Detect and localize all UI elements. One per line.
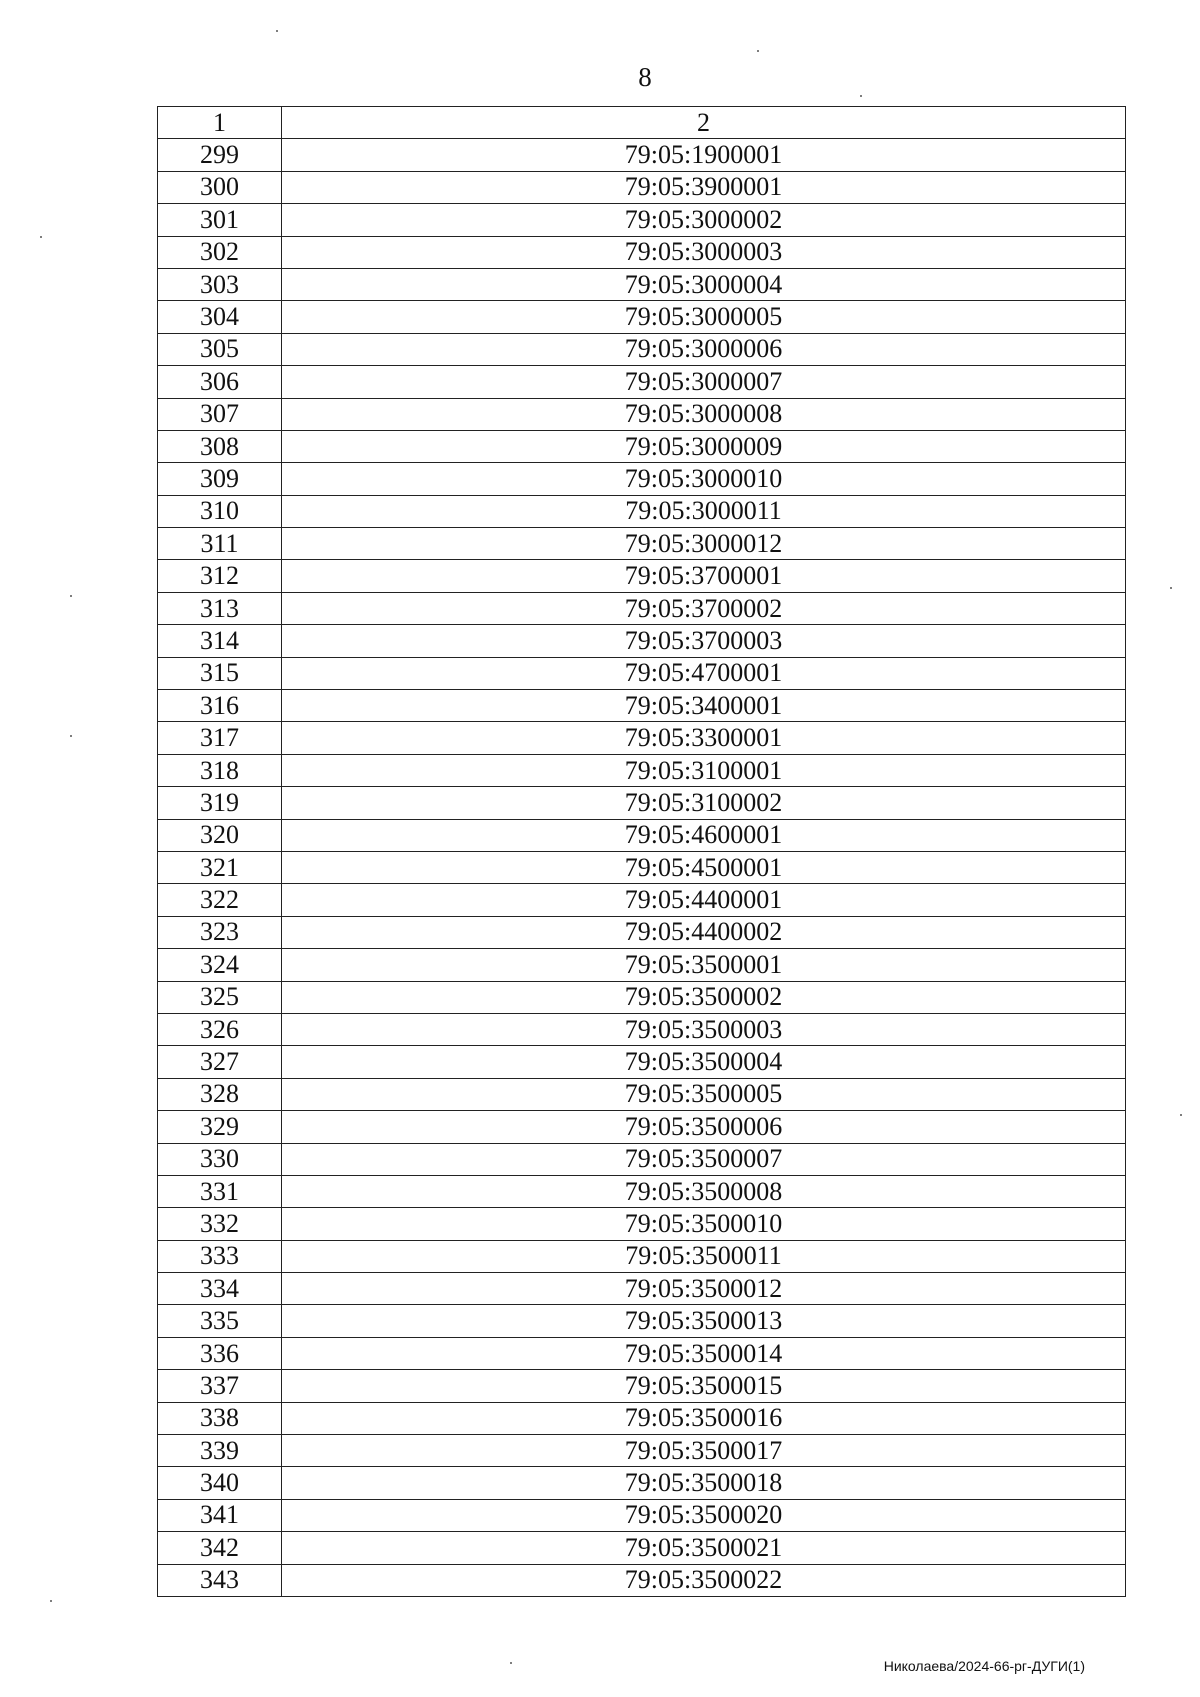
row-number-cell: 330 xyxy=(158,1143,282,1175)
row-number-cell: 318 xyxy=(158,754,282,786)
table-row xyxy=(158,1078,1126,1110)
cadastral-number-cell: 79:05:3500015 xyxy=(282,1370,1126,1402)
table-row xyxy=(158,819,1126,851)
row-number-cell: 329 xyxy=(158,1111,282,1143)
cadastral-number-cell: 79:05:3700001 xyxy=(282,560,1126,592)
table-row xyxy=(158,851,1126,883)
table-row xyxy=(158,1337,1126,1369)
table-row xyxy=(158,1499,1126,1531)
row-number-cell: 327 xyxy=(158,1046,282,1078)
table-row xyxy=(158,1175,1126,1207)
row-number-cell: 317 xyxy=(158,722,282,754)
scan-speck xyxy=(50,1600,52,1602)
row-number-cell: 300 xyxy=(158,171,282,203)
row-number-cell: 333 xyxy=(158,1240,282,1272)
cadastral-number-cell: 79:05:3400001 xyxy=(282,690,1126,722)
row-number-cell: 304 xyxy=(158,301,282,333)
cadastral-number-cell: 79:05:3500002 xyxy=(282,981,1126,1013)
table-row xyxy=(158,1143,1126,1175)
cadastral-number-cell: 79:05:4400002 xyxy=(282,916,1126,948)
cadastral-number-cell: 79:05:3500004 xyxy=(282,1046,1126,1078)
scan-speck xyxy=(40,236,42,238)
cadastral-number-cell: 79:05:3700003 xyxy=(282,625,1126,657)
cadastral-number-cell: 79:05:4400001 xyxy=(282,884,1126,916)
row-number-cell: 336 xyxy=(158,1337,282,1369)
table-row xyxy=(158,430,1126,462)
table-row xyxy=(158,884,1126,916)
row-number-cell: 320 xyxy=(158,819,282,851)
table-row xyxy=(158,981,1126,1013)
cadastral-number-cell: 79:05:3500022 xyxy=(282,1564,1126,1596)
row-number-cell: 328 xyxy=(158,1078,282,1110)
table-body xyxy=(158,139,1126,1597)
table-row xyxy=(158,690,1126,722)
registry-table xyxy=(157,106,1126,1597)
table-row xyxy=(158,1273,1126,1305)
table-row xyxy=(158,139,1126,171)
table-row xyxy=(158,1240,1126,1272)
table-row xyxy=(158,1208,1126,1240)
row-number-cell: 340 xyxy=(158,1467,282,1499)
cadastral-number-cell: 79:05:3500008 xyxy=(282,1175,1126,1207)
row-number-cell: 309 xyxy=(158,463,282,495)
cadastral-number-cell: 79:05:3100001 xyxy=(282,754,1126,786)
page-number: 8 xyxy=(638,62,652,92)
row-number-cell: 341 xyxy=(158,1499,282,1531)
scan-speck xyxy=(860,95,862,97)
row-number-cell: 335 xyxy=(158,1305,282,1337)
table-row xyxy=(158,495,1126,527)
cadastral-number-cell: 79:05:3000002 xyxy=(282,204,1126,236)
cadastral-number-cell: 79:05:3500014 xyxy=(282,1337,1126,1369)
cadastral-number-cell: 79:05:3500018 xyxy=(282,1467,1126,1499)
cadastral-number-cell: 79:05:3000006 xyxy=(282,333,1126,365)
scan-speck xyxy=(70,735,72,737)
scan-speck xyxy=(510,1662,512,1664)
cadastral-number-cell: 79:05:4500001 xyxy=(282,851,1126,883)
cadastral-number-cell: 79:05:3300001 xyxy=(282,722,1126,754)
cadastral-number-cell: 79:05:3000008 xyxy=(282,398,1126,430)
row-number-cell: 310 xyxy=(158,495,282,527)
row-number-cell: 338 xyxy=(158,1402,282,1434)
row-number-cell: 305 xyxy=(158,333,282,365)
cadastral-number-cell: 79:05:3000007 xyxy=(282,366,1126,398)
table-row xyxy=(158,592,1126,624)
table-row xyxy=(158,560,1126,592)
cadastral-number-cell: 79:05:4600001 xyxy=(282,819,1126,851)
cadastral-number-cell: 79:05:3500010 xyxy=(282,1208,1126,1240)
table-row xyxy=(158,1564,1126,1596)
table-row xyxy=(158,1370,1126,1402)
row-number-cell: 299 xyxy=(158,139,282,171)
table-row xyxy=(158,1532,1126,1564)
table-row xyxy=(158,1305,1126,1337)
table-row xyxy=(158,949,1126,981)
table-row xyxy=(158,528,1126,560)
cadastral-number-cell: 79:05:3000004 xyxy=(282,268,1126,300)
header-row xyxy=(158,107,1126,139)
row-number-cell: 332 xyxy=(158,1208,282,1240)
row-number-cell: 326 xyxy=(158,1013,282,1045)
table-row xyxy=(158,333,1126,365)
table-row xyxy=(158,171,1126,203)
cadastral-number-cell: 79:05:3500020 xyxy=(282,1499,1126,1531)
row-number-cell: 342 xyxy=(158,1532,282,1564)
cadastral-number-cell: 79:05:3500016 xyxy=(282,1402,1126,1434)
document-footer: Николаева/2024-66-рг-ДУГИ(1) xyxy=(883,1658,1085,1674)
cadastral-number-cell: 79:05:3500012 xyxy=(282,1273,1126,1305)
cadastral-number-cell: 79:05:3000009 xyxy=(282,430,1126,462)
cadastral-number-cell: 79:05:3000003 xyxy=(282,236,1126,268)
table-row xyxy=(158,787,1126,819)
table-row xyxy=(158,398,1126,430)
row-number-cell: 343 xyxy=(158,1564,282,1596)
cadastral-number-cell: 79:05:3500006 xyxy=(282,1111,1126,1143)
table-row xyxy=(158,204,1126,236)
row-number-cell: 306 xyxy=(158,366,282,398)
row-number-cell: 324 xyxy=(158,949,282,981)
row-number-cell: 322 xyxy=(158,884,282,916)
table-row xyxy=(158,301,1126,333)
cadastral-number-cell: 79:05:3000010 xyxy=(282,463,1126,495)
scan-speck xyxy=(1180,1114,1182,1116)
row-number-cell: 314 xyxy=(158,625,282,657)
scan-speck xyxy=(70,595,72,597)
table-row xyxy=(158,366,1126,398)
cadastral-number-cell: 79:05:3000012 xyxy=(282,528,1126,560)
cadastral-number-cell: 79:05:3500013 xyxy=(282,1305,1126,1337)
row-number-cell: 323 xyxy=(158,916,282,948)
row-number-cell: 316 xyxy=(158,690,282,722)
cadastral-number-cell: 79:05:1900001 xyxy=(282,139,1126,171)
cadastral-number-cell: 79:05:3000005 xyxy=(282,301,1126,333)
header-cell-2: 2 xyxy=(282,107,1126,139)
row-number-cell: 312 xyxy=(158,560,282,592)
row-number-cell: 321 xyxy=(158,851,282,883)
cadastral-number-cell: 79:05:3500007 xyxy=(282,1143,1126,1175)
row-number-cell: 308 xyxy=(158,430,282,462)
row-number-cell: 303 xyxy=(158,268,282,300)
scan-speck xyxy=(276,30,278,32)
table-row xyxy=(158,722,1126,754)
row-number-cell: 313 xyxy=(158,592,282,624)
table-row xyxy=(158,236,1126,268)
header-cell-1: 1 xyxy=(158,107,282,139)
scan-speck xyxy=(757,50,759,52)
table-row xyxy=(158,1111,1126,1143)
table-row xyxy=(158,1435,1126,1467)
row-number-cell: 307 xyxy=(158,398,282,430)
row-number-cell: 315 xyxy=(158,657,282,689)
table-row xyxy=(158,268,1126,300)
cadastral-number-cell: 79:05:3900001 xyxy=(282,171,1126,203)
row-number-cell: 339 xyxy=(158,1435,282,1467)
scan-speck xyxy=(1170,587,1172,589)
row-number-cell: 311 xyxy=(158,528,282,560)
table-row xyxy=(158,916,1126,948)
cadastral-number-cell: 79:05:4700001 xyxy=(282,657,1126,689)
row-number-cell: 337 xyxy=(158,1370,282,1402)
cadastral-number-cell: 79:05:3500005 xyxy=(282,1078,1126,1110)
row-number-cell: 331 xyxy=(158,1175,282,1207)
row-number-cell: 302 xyxy=(158,236,282,268)
cadastral-number-cell: 79:05:3500003 xyxy=(282,1013,1126,1045)
table-row xyxy=(158,1013,1126,1045)
cadastral-number-cell: 79:05:3500021 xyxy=(282,1532,1126,1564)
cadastral-number-cell: 79:05:3700002 xyxy=(282,592,1126,624)
cadastral-number-cell: 79:05:3100002 xyxy=(282,787,1126,819)
cadastral-number-cell: 79:05:3500001 xyxy=(282,949,1126,981)
table-row xyxy=(158,625,1126,657)
row-number-cell: 301 xyxy=(158,204,282,236)
table-row xyxy=(158,463,1126,495)
row-number-cell: 334 xyxy=(158,1273,282,1305)
cadastral-number-cell: 79:05:3000011 xyxy=(282,495,1126,527)
table-row xyxy=(158,1467,1126,1499)
table-row xyxy=(158,1402,1126,1434)
row-number-cell: 325 xyxy=(158,981,282,1013)
table-row xyxy=(158,1046,1126,1078)
row-number-cell: 319 xyxy=(158,787,282,819)
table-header xyxy=(158,107,1126,139)
table-row xyxy=(158,754,1126,786)
cadastral-number-cell: 79:05:3500011 xyxy=(282,1240,1126,1272)
table-row xyxy=(158,657,1126,689)
cadastral-number-cell: 79:05:3500017 xyxy=(282,1435,1126,1467)
